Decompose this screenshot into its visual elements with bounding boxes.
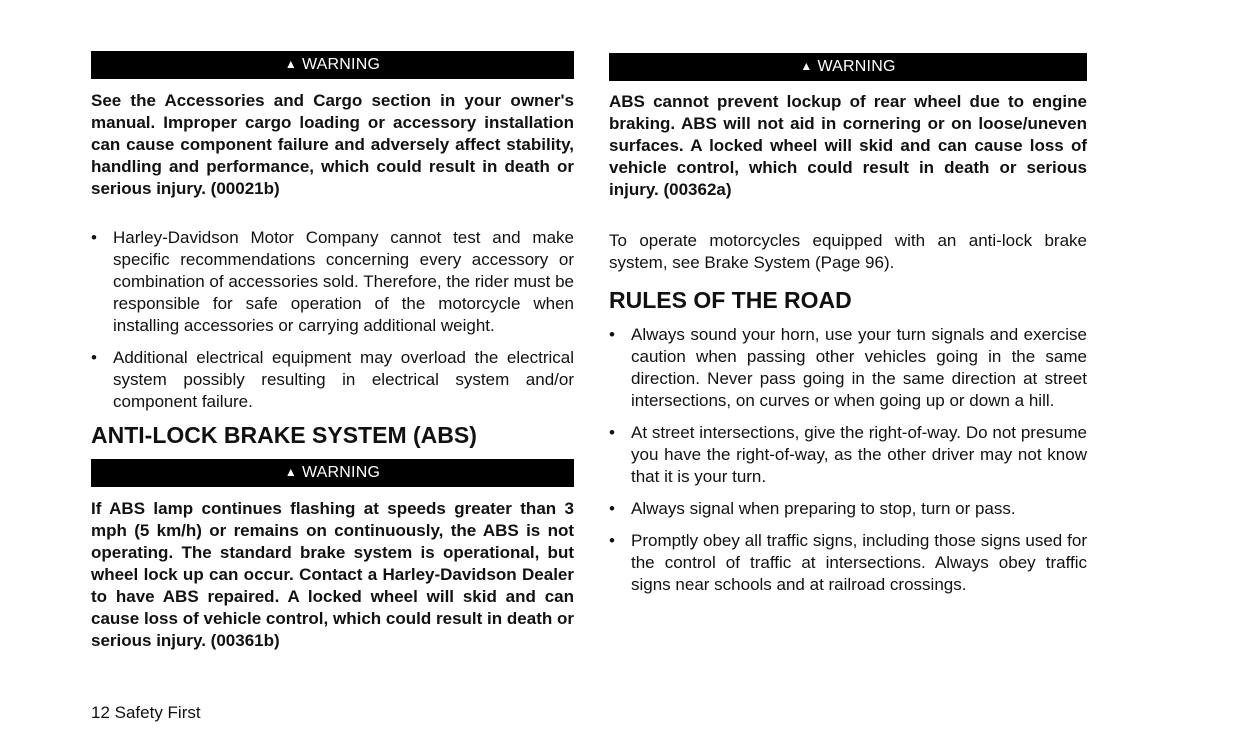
list-item [609,422,1087,488]
list-item [609,324,1087,412]
list-item [609,530,1087,596]
bullet-icon: • [609,531,615,550]
list-item-text: Additional electrical equipment may overload the electrical system possibly resulting in electrical system and/or component failure. [113,348,574,411]
warning-label: WARNING [817,58,896,75]
list-item [609,498,1087,520]
list-item-text: Promptly obey all traffic signs, including those signs used for the control of traffic at intersections. Always obey traffic signs near schools and at railroad crossings. [631,531,1087,594]
list-item-text: Always signal when preparing to stop, turn or pass. [631,499,1016,518]
abs-reference-paragraph: To operate motorcycles equipped with an anti-lock brake system, see Brake System (Page 96). [609,231,1087,272]
bullet-icon: • [609,325,615,344]
list-item-text: Always sound your horn, use your turn signals and exercise caution when passing other vehicles going in the same direction. Never pass going in the same direction at street intersections, on curves or when going up or down a hill. [631,325,1087,410]
warning-text-abs-lamp: If ABS lamp continues flashing at speeds greater than 3 mph (5 km/h) or remains on continuously, the ABS is not operating. The standard brake system is operational, but wheel lock up can occur. Contact a Harley-Davidson Dealer to have ABS repaired. A locked wheel will skid and can cause loss of vehicle control, which could result in death or serious injury. (00361b) [91,499,574,650]
warning-triangle-icon: ▲ [800,59,813,73]
warning-triangle-icon: ▲ [284,465,297,479]
warning-triangle-icon: ▲ [284,57,297,71]
section-heading-abs: ANTI-LOCK BRAKE SYSTEM (ABS) [91,422,477,448]
warning-text-abs-lockup: ABS cannot prevent lockup of rear wheel due to engine braking. ABS will not aid in cornering or on loose/uneven surfaces. A locked wheel will skid and can cause loss of vehicle control, which could result in death or serious injury. (00362a) [609,92,1087,199]
list-item-text: Harley-Davidson Motor Company cannot test and make specific recommendations concerning every accessory or combination of accessories sold. Therefore, the rider must be responsible for safe operation of the motorcycle when installing accessories or carrying additional weight. [113,228,574,335]
rules-bullet-list [609,324,1087,606]
warning-label: WARNING [301,56,381,73]
list-item [91,227,574,337]
list-item-text: At street intersections, give the right-of-way. Do not presume you have the right-of-way, as the other driver may not know that it is your turn. [631,423,1087,486]
warning-banner-abs-lamp [91,459,574,487]
warning-label: WARNING [301,464,381,481]
warning-banner-cargo [91,51,574,79]
bullet-icon: • [609,423,615,442]
list-item [91,347,574,413]
page-footer: 12 Safety First [91,703,201,722]
warning-banner-abs-lockup [609,53,1087,81]
bullet-icon: • [609,499,615,518]
bullet-icon: • [91,228,97,247]
bullet-icon: • [91,348,97,367]
warning-text-cargo: See the Accessories and Cargo section in your owner's manual. Improper cargo loading or accessory installation can cause component failure and adversely affect stability, handling and performance, which could result in death or serious injury. (00021b) [91,91,574,198]
accessory-bullet-list [91,227,574,423]
section-heading-rules-of-the-road: RULES OF THE ROAD [609,287,852,313]
